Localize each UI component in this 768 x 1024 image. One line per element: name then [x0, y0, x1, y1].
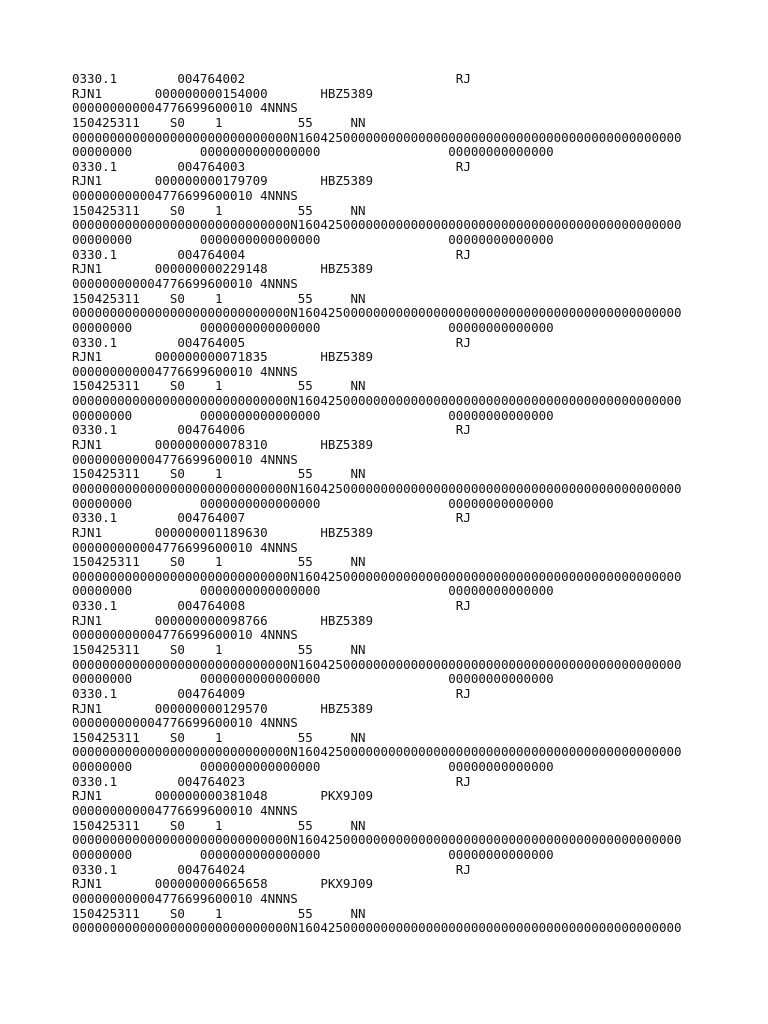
text-line: RJN1 000000000078310 HBZ5389 [72, 437, 374, 453]
text-line: 000000000004776699600010 4NNNS [72, 100, 298, 116]
text-line: 0330.1 004764024 RJ [72, 861, 471, 877]
text-line: RJN1 000000000229148 HBZ5389 [72, 261, 374, 277]
text-line: RJN1 000000000071835 HBZ5389 [72, 349, 374, 365]
text-line: RJN1 000000000381048 PKX9J09 [72, 788, 374, 804]
text-line: 00000000000000000000000000000N160425000000000000000000000000000000000000000000000 [72, 568, 682, 584]
text-line: 000000000004776699600010 4NNNS [72, 275, 298, 291]
text-line: 150425311 S0 1 55 NN [72, 290, 366, 306]
text-line: 150425311 S0 1 55 NN [72, 114, 366, 130]
text-line: 000000000004776699600010 4NNNS [72, 803, 298, 819]
text-line: 150425311 S0 1 55 NN [72, 817, 366, 833]
text-line: RJN1 000000000098766 HBZ5389 [72, 612, 374, 628]
text-line: 00000000000000000000000000000N160425000000000000000000000000000000000000000000000 [72, 656, 682, 672]
text-line: 00000000000000000000000000000N160425000000000000000000000000000000000000000000000 [72, 305, 682, 321]
text-line: 00000000000000000000000000000N160425000000000000000000000000000000000000000000000 [72, 480, 682, 496]
text-line: RJN1 000000000665658 PKX9J09 [72, 876, 374, 892]
text-line: 00000000 0000000000000000 00000000000000 [72, 232, 554, 248]
text-line: 150425311 S0 1 55 NN [72, 466, 366, 482]
text-line: 000000000004776699600010 4NNNS [72, 890, 298, 906]
text-line: 150425311 S0 1 55 NN [72, 641, 366, 657]
text-line: 0330.1 004764007 RJ [72, 510, 471, 526]
text-line: 150425311 S0 1 55 NN [72, 378, 366, 394]
text-line: 00000000 0000000000000000 00000000000000 [72, 846, 554, 862]
text-document [72, 72, 762, 936]
text-line: 150425311 S0 1 55 NN [72, 905, 366, 921]
text-line: 150425311 S0 1 55 NN [72, 202, 366, 218]
text-line: 000000000004776699600010 4NNNS [72, 363, 298, 379]
text-line: 00000000 0000000000000000 00000000000000 [72, 407, 554, 423]
text-line: 000000000004776699600010 4NNNS [72, 539, 298, 555]
text-line: 000000000004776699600010 4NNNS [72, 715, 298, 731]
text-line: 150425311 S0 1 55 NN [72, 554, 366, 570]
text-line: 0330.1 004764003 RJ [72, 158, 471, 174]
text-line: 0330.1 004764008 RJ [72, 598, 471, 614]
text-line: RJN1 000000000129570 HBZ5389 [72, 700, 374, 716]
text-line: 00000000 0000000000000000 00000000000000 [72, 495, 554, 511]
text-line: 0330.1 004764005 RJ [72, 334, 471, 350]
text-line: 00000000000000000000000000000N160425000000000000000000000000000000000000000000000 [72, 832, 682, 848]
text-line: 0330.1 004764006 RJ [72, 422, 471, 438]
text-line: 0330.1 004764009 RJ [72, 685, 471, 701]
text-line: RJN1 000000000179709 HBZ5389 [72, 173, 374, 189]
text-line: 00000000 0000000000000000 00000000000000 [72, 144, 554, 160]
text-line: 150425311 S0 1 55 NN [72, 729, 366, 745]
text-line: 00000000 0000000000000000 00000000000000 [72, 319, 554, 335]
text-line: RJN1 000000001189630 HBZ5389 [72, 524, 374, 540]
text-line: 000000000004776699600010 4NNNS [72, 188, 298, 204]
text-line: 00000000000000000000000000000N160425000000000000000000000000000000000000000000000 [72, 920, 682, 936]
text-line: 0330.1 004764004 RJ [72, 246, 471, 262]
text-line: 00000000 0000000000000000 00000000000000 [72, 759, 554, 775]
text-line: 00000000 0000000000000000 00000000000000 [72, 671, 554, 687]
text-line: 00000000000000000000000000000N160425000000000000000000000000000000000000000000000 [72, 217, 682, 233]
text-line: RJN1 000000000154000 HBZ5389 [72, 85, 374, 101]
text-line: 0330.1 004764023 RJ [72, 773, 471, 789]
text-line: 000000000004776699600010 4NNNS [72, 451, 298, 467]
text-line: 0330.1 004764002 RJ [72, 71, 471, 86]
text-line: 00000000000000000000000000000N160425000000000000000000000000000000000000000000000 [72, 393, 682, 409]
text-line: 00000000000000000000000000000N160425000000000000000000000000000000000000000000000 [72, 744, 682, 760]
text-line: 00000000 0000000000000000 00000000000000 [72, 583, 554, 599]
text-line: 000000000004776699600010 4NNNS [72, 627, 298, 643]
text-line: 00000000000000000000000000000N160425000000000000000000000000000000000000000000000 [72, 129, 682, 145]
